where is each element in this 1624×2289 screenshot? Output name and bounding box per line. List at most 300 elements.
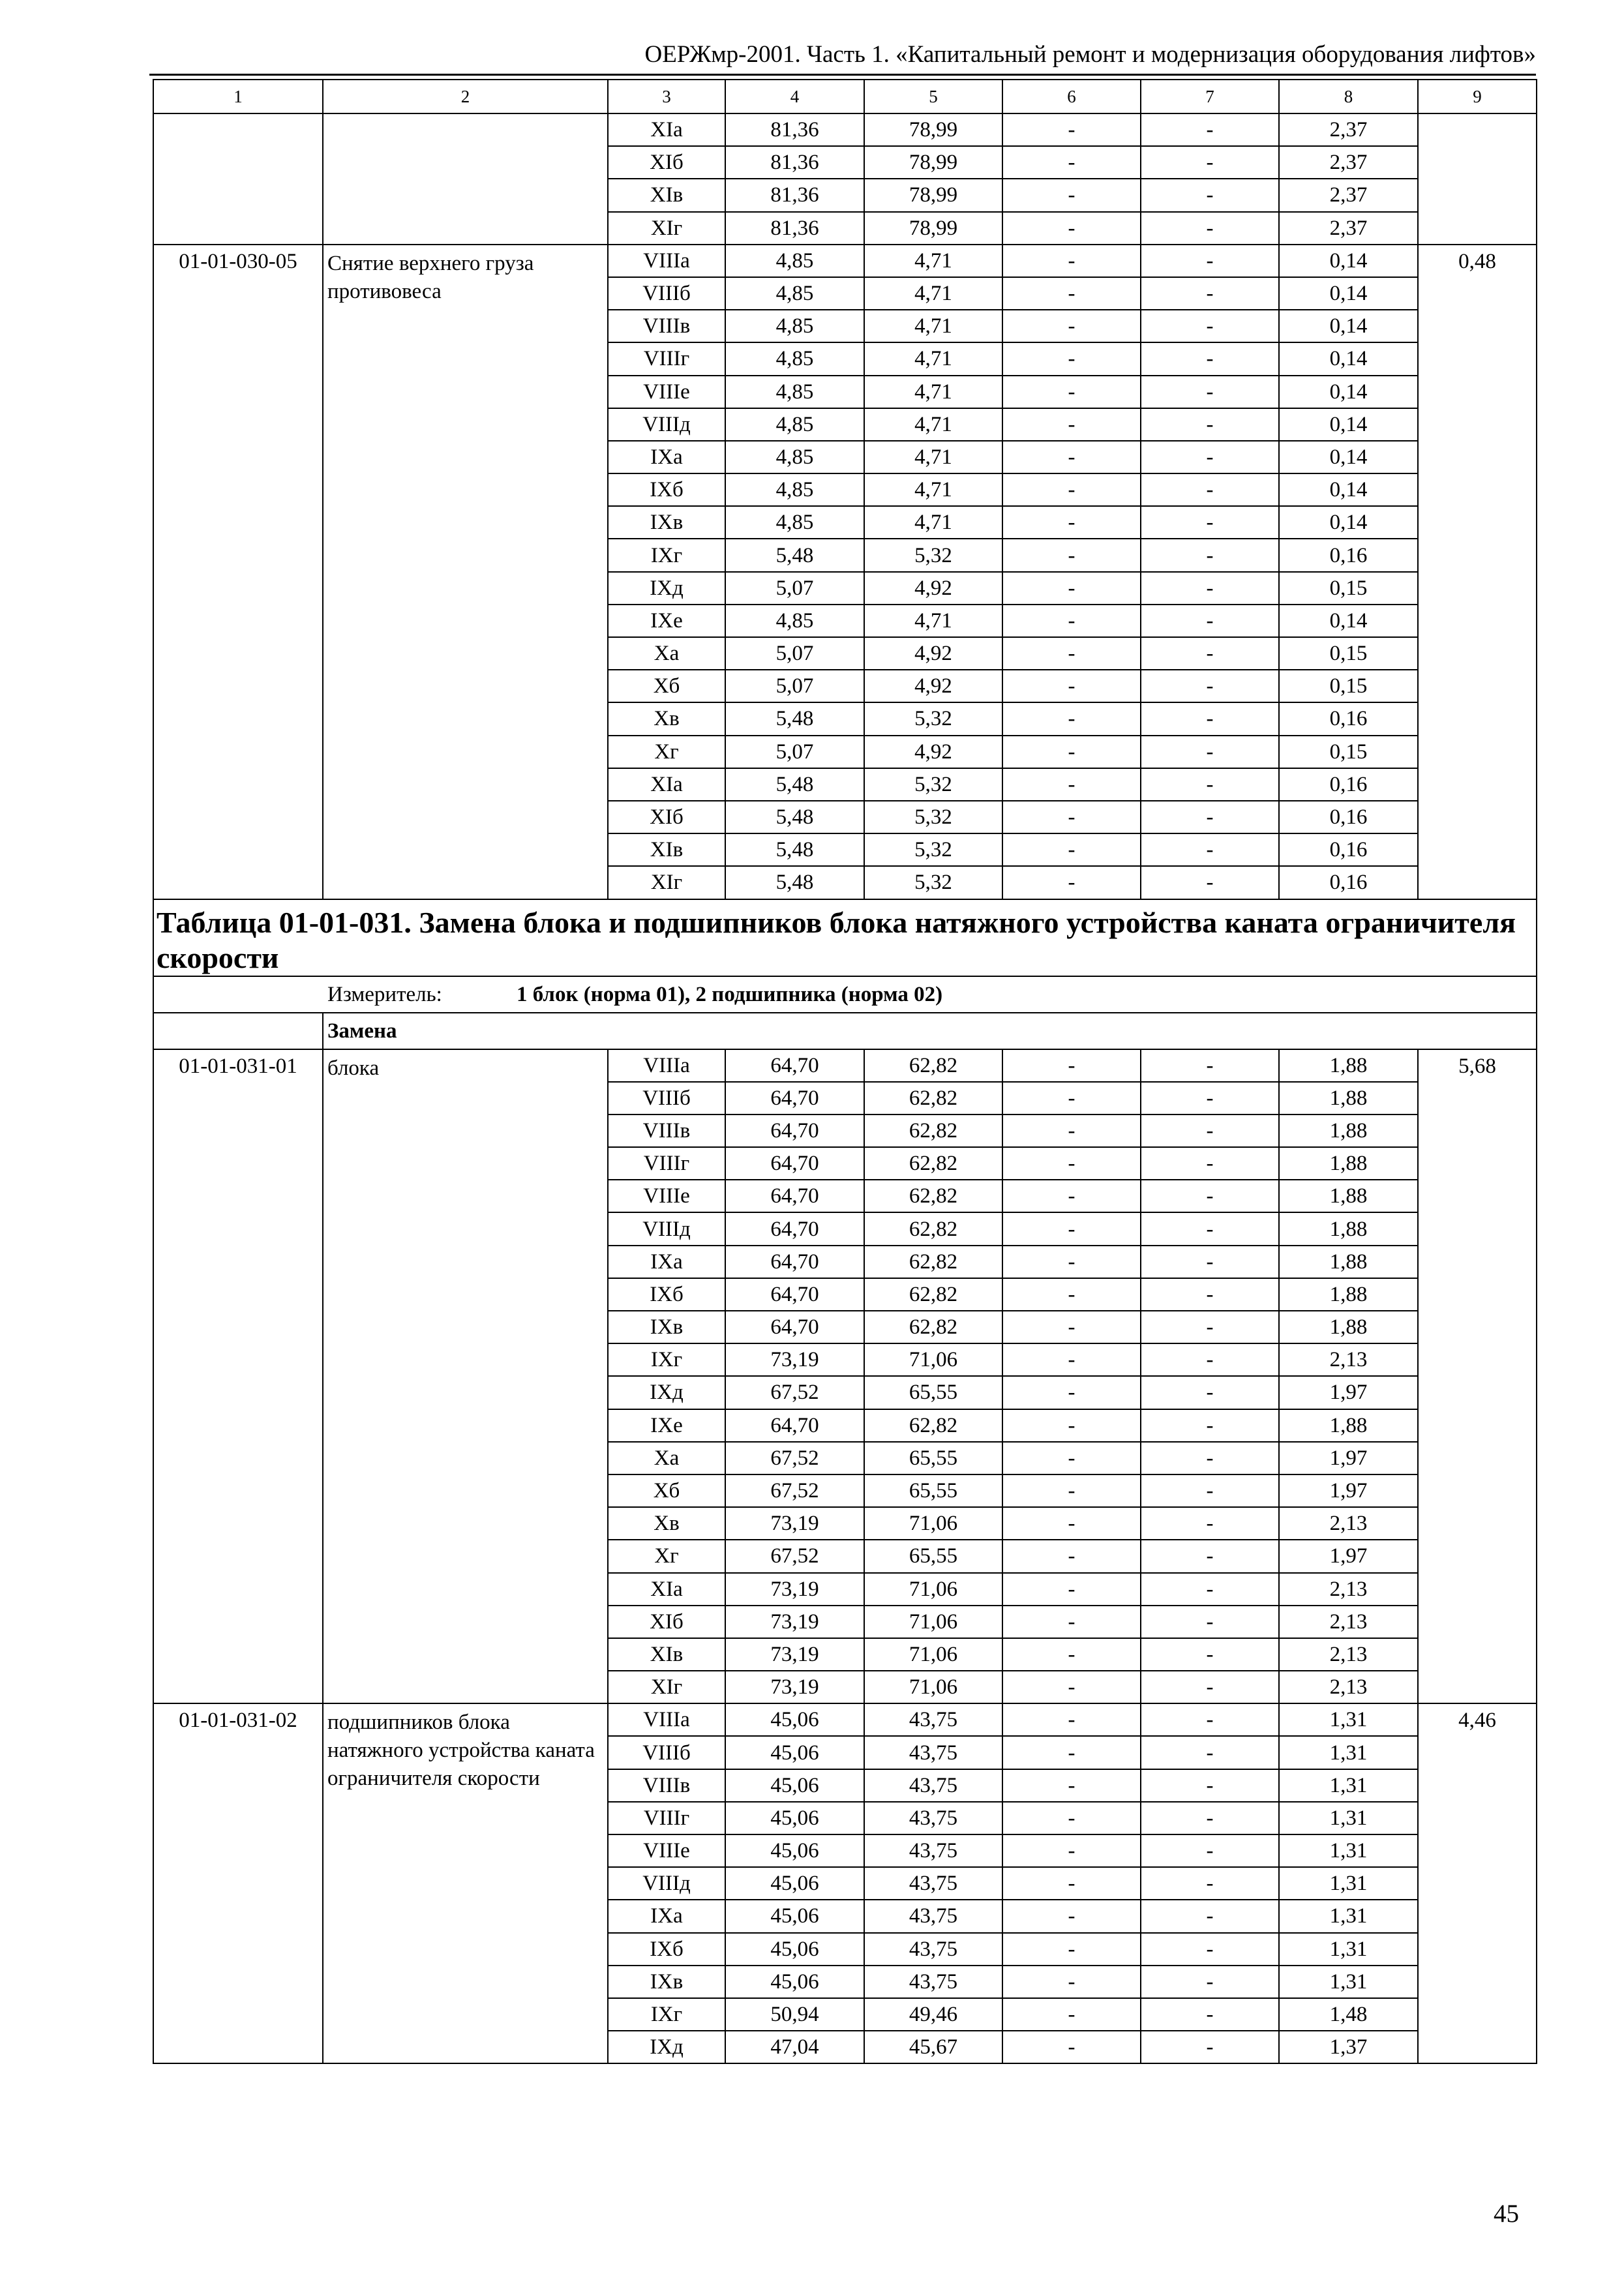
materials-cost: 0,14 bbox=[1279, 277, 1418, 310]
total-cost: 5,07 bbox=[725, 637, 864, 670]
materials-cost: 1,88 bbox=[1279, 1311, 1418, 1343]
col-num-7: 7 bbox=[1141, 80, 1279, 113]
wages: 62,82 bbox=[864, 1082, 1002, 1115]
wages: 65,55 bbox=[864, 1376, 1002, 1409]
materials-cost: 2,37 bbox=[1279, 212, 1418, 245]
machine-cost: - bbox=[1002, 146, 1141, 179]
table-row bbox=[153, 245, 1537, 277]
materials-cost: 2,37 bbox=[1279, 179, 1418, 211]
materials-cost: 2,13 bbox=[1279, 1638, 1418, 1671]
total-cost: 73,19 bbox=[725, 1507, 864, 1540]
work-description: блока bbox=[323, 1049, 608, 1704]
col-num-3: 3 bbox=[608, 80, 725, 113]
machinist-wages: - bbox=[1141, 572, 1279, 605]
materials-cost: 1,88 bbox=[1279, 1246, 1418, 1278]
materials-cost: 1,31 bbox=[1279, 1703, 1418, 1736]
total-cost: 45,06 bbox=[725, 1966, 864, 1998]
category: VIIIд bbox=[608, 1867, 725, 1900]
wages: 43,75 bbox=[864, 1867, 1002, 1900]
machinist-wages: - bbox=[1141, 277, 1279, 310]
wages: 4,71 bbox=[864, 473, 1002, 506]
materials-cost: 1,31 bbox=[1279, 1933, 1418, 1966]
category: XIб bbox=[608, 146, 725, 179]
rate-code: 01-01-031-01 bbox=[153, 1049, 323, 1704]
wages: 43,75 bbox=[864, 1966, 1002, 1998]
wages: 4,92 bbox=[864, 670, 1002, 702]
machinist-wages: - bbox=[1141, 702, 1279, 735]
category: Xб bbox=[608, 670, 725, 702]
category: VIIIв bbox=[608, 310, 725, 342]
machine-cost: - bbox=[1002, 2031, 1141, 2063]
machinist-wages: - bbox=[1141, 1933, 1279, 1966]
table-title: Таблица 01-01-031. Замена блока и подшипников блока натяжного устройства каната ограничителя скорости bbox=[153, 899, 1537, 976]
wages: 43,75 bbox=[864, 1802, 1002, 1834]
machinist-wages: - bbox=[1141, 1867, 1279, 1900]
machine-cost: - bbox=[1002, 1671, 1141, 1703]
machinist-wages: - bbox=[1141, 1115, 1279, 1147]
total-cost: 4,85 bbox=[725, 441, 864, 473]
machine-cost: - bbox=[1002, 1573, 1141, 1606]
category: VIIIг bbox=[608, 1147, 725, 1180]
machinist-wages: - bbox=[1141, 539, 1279, 571]
work-description bbox=[323, 113, 608, 245]
machine-cost: - bbox=[1002, 801, 1141, 833]
total-cost: 64,70 bbox=[725, 1180, 864, 1212]
machine-cost: - bbox=[1002, 179, 1141, 211]
rate-code: 01-01-031-02 bbox=[153, 1703, 323, 2063]
col-num-8: 8 bbox=[1279, 80, 1418, 113]
category: XIв bbox=[608, 833, 725, 866]
total-cost: 5,07 bbox=[725, 736, 864, 768]
category: IXe bbox=[608, 605, 725, 637]
machinist-wages: - bbox=[1141, 833, 1279, 866]
materials-cost: 0,14 bbox=[1279, 408, 1418, 441]
machinist-wages: - bbox=[1141, 310, 1279, 342]
rates-table bbox=[153, 79, 1537, 2064]
machinist-wages: - bbox=[1141, 113, 1279, 146]
machinist-wages: - bbox=[1141, 1769, 1279, 1802]
category: IXб bbox=[608, 1933, 725, 1966]
wages: 5,32 bbox=[864, 768, 1002, 801]
machinist-wages: - bbox=[1141, 1900, 1279, 1932]
wages: 65,55 bbox=[864, 1474, 1002, 1507]
total-cost: 73,19 bbox=[725, 1671, 864, 1703]
machine-cost: - bbox=[1002, 1376, 1141, 1409]
wages: 4,92 bbox=[864, 572, 1002, 605]
total-cost: 64,70 bbox=[725, 1049, 864, 1082]
category: IXб bbox=[608, 473, 725, 506]
wages: 5,32 bbox=[864, 833, 1002, 866]
machine-cost: - bbox=[1002, 1115, 1141, 1147]
wages: 62,82 bbox=[864, 1049, 1002, 1082]
materials-cost: 1,88 bbox=[1279, 1049, 1418, 1082]
total-cost: 5,07 bbox=[725, 572, 864, 605]
materials-cost: 0,16 bbox=[1279, 866, 1418, 899]
total-cost: 5,48 bbox=[725, 768, 864, 801]
category: XIa bbox=[608, 113, 725, 146]
wages: 5,32 bbox=[864, 801, 1002, 833]
machine-cost: - bbox=[1002, 310, 1141, 342]
materials-cost: 1,31 bbox=[1279, 1736, 1418, 1769]
total-cost: 45,06 bbox=[725, 1736, 864, 1769]
machinist-wages: - bbox=[1141, 1278, 1279, 1311]
materials-cost: 1,31 bbox=[1279, 1867, 1418, 1900]
measure-row bbox=[153, 976, 1537, 1013]
total-cost: 45,06 bbox=[725, 1933, 864, 1966]
wages: 43,75 bbox=[864, 1933, 1002, 1966]
machinist-wages: - bbox=[1141, 1540, 1279, 1572]
wages: 62,82 bbox=[864, 1115, 1002, 1147]
machine-cost: - bbox=[1002, 441, 1141, 473]
total-cost: 67,52 bbox=[725, 1376, 864, 1409]
wages: 43,75 bbox=[864, 1769, 1002, 1802]
wages: 4,71 bbox=[864, 441, 1002, 473]
category: VIIIд bbox=[608, 408, 725, 441]
machinist-wages: - bbox=[1141, 1180, 1279, 1212]
total-cost: 45,06 bbox=[725, 1834, 864, 1867]
wages: 62,82 bbox=[864, 1212, 1002, 1245]
machinist-wages: - bbox=[1141, 1736, 1279, 1769]
total-cost: 5,48 bbox=[725, 833, 864, 866]
machine-cost: - bbox=[1002, 1802, 1141, 1834]
wages: 49,46 bbox=[864, 1998, 1002, 2031]
page-header: ОЕРЖмр-2001. Часть 1. «Капитальный ремонт и модернизация оборудования лифтов» bbox=[644, 41, 1536, 68]
wages: 4,92 bbox=[864, 637, 1002, 670]
wages: 71,06 bbox=[864, 1573, 1002, 1606]
machinist-wages: - bbox=[1141, 866, 1279, 899]
machinist-wages: - bbox=[1141, 245, 1279, 277]
machinist-wages: - bbox=[1141, 1442, 1279, 1474]
total-cost: 67,52 bbox=[725, 1442, 864, 1474]
materials-cost: 2,37 bbox=[1279, 146, 1418, 179]
machine-cost: - bbox=[1002, 1147, 1141, 1180]
section-title: Замена bbox=[323, 1013, 1537, 1049]
machinist-wages: - bbox=[1141, 1409, 1279, 1442]
category: XIб bbox=[608, 1606, 725, 1638]
category: VIIIб bbox=[608, 1736, 725, 1769]
machinist-wages: - bbox=[1141, 473, 1279, 506]
category: Xa bbox=[608, 1442, 725, 1474]
wages: 4,71 bbox=[864, 342, 1002, 375]
wages: 71,06 bbox=[864, 1638, 1002, 1671]
total-cost: 4,85 bbox=[725, 376, 864, 408]
materials-cost: 0,14 bbox=[1279, 473, 1418, 506]
category: IXг bbox=[608, 1998, 725, 2031]
materials-cost: 1,88 bbox=[1279, 1212, 1418, 1245]
total-cost: 64,70 bbox=[725, 1278, 864, 1311]
labor-total: 5,68 bbox=[1418, 1049, 1537, 1704]
category: IXд bbox=[608, 2031, 725, 2063]
machine-cost: - bbox=[1002, 1246, 1141, 1278]
total-cost: 81,36 bbox=[725, 113, 864, 146]
category: XIa bbox=[608, 768, 725, 801]
col-num-4: 4 bbox=[725, 80, 864, 113]
machinist-wages: - bbox=[1141, 1246, 1279, 1278]
category: XIг bbox=[608, 212, 725, 245]
machine-cost: - bbox=[1002, 605, 1141, 637]
machinist-wages: - bbox=[1141, 1966, 1279, 1998]
machine-cost: - bbox=[1002, 1606, 1141, 1638]
machinist-wages: - bbox=[1141, 1507, 1279, 1540]
col-num-9: 9 bbox=[1418, 80, 1537, 113]
materials-cost: 0,14 bbox=[1279, 376, 1418, 408]
wages: 43,75 bbox=[864, 1834, 1002, 1867]
total-cost: 81,36 bbox=[725, 146, 864, 179]
total-cost: 45,06 bbox=[725, 1900, 864, 1932]
category: Xб bbox=[608, 1474, 725, 1507]
machinist-wages: - bbox=[1141, 1082, 1279, 1115]
category: IXд bbox=[608, 1376, 725, 1409]
category: IXг bbox=[608, 539, 725, 571]
materials-cost: 1,31 bbox=[1279, 1834, 1418, 1867]
machinist-wages: - bbox=[1141, 1998, 1279, 2031]
category: IXa bbox=[608, 441, 725, 473]
machinist-wages: - bbox=[1141, 736, 1279, 768]
total-cost: 5,48 bbox=[725, 539, 864, 571]
wages: 71,06 bbox=[864, 1507, 1002, 1540]
materials-cost: 1,37 bbox=[1279, 2031, 1418, 2063]
category: VIIIд bbox=[608, 1212, 725, 1245]
wages: 62,82 bbox=[864, 1278, 1002, 1311]
machine-cost: - bbox=[1002, 702, 1141, 735]
col-num-6: 6 bbox=[1002, 80, 1141, 113]
machine-cost: - bbox=[1002, 1966, 1141, 1998]
machine-cost: - bbox=[1002, 1311, 1141, 1343]
machinist-wages: - bbox=[1141, 1834, 1279, 1867]
materials-cost: 1,88 bbox=[1279, 1409, 1418, 1442]
wages: 78,99 bbox=[864, 113, 1002, 146]
total-cost: 5,48 bbox=[725, 801, 864, 833]
materials-cost: 0,15 bbox=[1279, 736, 1418, 768]
category: IXв bbox=[608, 506, 725, 539]
total-cost: 64,70 bbox=[725, 1212, 864, 1245]
machine-cost: - bbox=[1002, 1867, 1141, 1900]
materials-cost: 1,48 bbox=[1279, 1998, 1418, 2031]
total-cost: 73,19 bbox=[725, 1573, 864, 1606]
total-cost: 81,36 bbox=[725, 179, 864, 211]
machinist-wages: - bbox=[1141, 506, 1279, 539]
wages: 71,06 bbox=[864, 1606, 1002, 1638]
category: VIIIб bbox=[608, 277, 725, 310]
wages: 4,71 bbox=[864, 277, 1002, 310]
category: XIг bbox=[608, 1671, 725, 1703]
category: VIIIв bbox=[608, 1115, 725, 1147]
machine-cost: - bbox=[1002, 506, 1141, 539]
machine-cost: - bbox=[1002, 1409, 1141, 1442]
machine-cost: - bbox=[1002, 866, 1141, 899]
total-cost: 4,85 bbox=[725, 605, 864, 637]
machinist-wages: - bbox=[1141, 1343, 1279, 1376]
wages: 78,99 bbox=[864, 179, 1002, 211]
materials-cost: 2,13 bbox=[1279, 1606, 1418, 1638]
machine-cost: - bbox=[1002, 1343, 1141, 1376]
header-rule bbox=[149, 74, 1536, 76]
machinist-wages: - bbox=[1141, 768, 1279, 801]
category: XIб bbox=[608, 801, 725, 833]
wages: 65,55 bbox=[864, 1540, 1002, 1572]
machinist-wages: - bbox=[1141, 212, 1279, 245]
machinist-wages: - bbox=[1141, 1376, 1279, 1409]
materials-cost: 2,13 bbox=[1279, 1671, 1418, 1703]
labor-total: 0,48 bbox=[1418, 245, 1537, 899]
section-row bbox=[153, 1013, 1537, 1049]
category: Xв bbox=[608, 1507, 725, 1540]
materials-cost: 2,13 bbox=[1279, 1507, 1418, 1540]
materials-cost: 1,31 bbox=[1279, 1769, 1418, 1802]
wages: 78,99 bbox=[864, 146, 1002, 179]
table-row bbox=[153, 113, 1537, 146]
work-description: Снятие верхнего груза противовеса bbox=[323, 245, 608, 899]
col-num-2: 2 bbox=[323, 80, 608, 113]
total-cost: 4,85 bbox=[725, 277, 864, 310]
materials-cost: 2,13 bbox=[1279, 1343, 1418, 1376]
machinist-wages: - bbox=[1141, 408, 1279, 441]
total-cost: 5,48 bbox=[725, 702, 864, 735]
machinist-wages: - bbox=[1141, 1606, 1279, 1638]
page-number: 45 bbox=[1494, 2200, 1519, 2228]
total-cost: 45,06 bbox=[725, 1769, 864, 1802]
machine-cost: - bbox=[1002, 1998, 1141, 2031]
rate-code bbox=[153, 113, 323, 245]
category: Xг bbox=[608, 736, 725, 768]
total-cost: 4,85 bbox=[725, 473, 864, 506]
machine-cost: - bbox=[1002, 473, 1141, 506]
materials-cost: 0,14 bbox=[1279, 506, 1418, 539]
table-row bbox=[153, 1703, 1537, 1736]
category: VIIIe bbox=[608, 1180, 725, 1212]
materials-cost: 1,88 bbox=[1279, 1180, 1418, 1212]
machine-cost: - bbox=[1002, 1540, 1141, 1572]
wages: 5,32 bbox=[864, 866, 1002, 899]
category: XIв bbox=[608, 179, 725, 211]
materials-cost: 0,16 bbox=[1279, 768, 1418, 801]
wages: 4,71 bbox=[864, 506, 1002, 539]
category: VIIIг bbox=[608, 342, 725, 375]
category: Xa bbox=[608, 637, 725, 670]
machine-cost: - bbox=[1002, 408, 1141, 441]
machinist-wages: - bbox=[1141, 2031, 1279, 2063]
wages: 4,71 bbox=[864, 605, 1002, 637]
total-cost: 64,70 bbox=[725, 1311, 864, 1343]
materials-cost: 2,37 bbox=[1279, 113, 1418, 146]
col-num-5: 5 bbox=[864, 80, 1002, 113]
machine-cost: - bbox=[1002, 1082, 1141, 1115]
machine-cost: - bbox=[1002, 1212, 1141, 1245]
machinist-wages: - bbox=[1141, 1212, 1279, 1245]
materials-cost: 1,97 bbox=[1279, 1474, 1418, 1507]
measure-label: Измеритель: bbox=[327, 982, 442, 1006]
category: IXв bbox=[608, 1966, 725, 1998]
category: VIIIб bbox=[608, 1082, 725, 1115]
rate-code: 01-01-030-05 bbox=[153, 245, 323, 899]
total-cost: 73,19 bbox=[725, 1606, 864, 1638]
labor-total bbox=[1418, 113, 1537, 245]
total-cost: 64,70 bbox=[725, 1147, 864, 1180]
total-cost: 67,52 bbox=[725, 1540, 864, 1572]
materials-cost: 1,97 bbox=[1279, 1442, 1418, 1474]
materials-cost: 0,15 bbox=[1279, 670, 1418, 702]
machinist-wages: - bbox=[1141, 179, 1279, 211]
category: VIIIe bbox=[608, 376, 725, 408]
category: XIa bbox=[608, 1573, 725, 1606]
materials-cost: 1,97 bbox=[1279, 1540, 1418, 1572]
machine-cost: - bbox=[1002, 113, 1141, 146]
machinist-wages: - bbox=[1141, 1474, 1279, 1507]
wages: 62,82 bbox=[864, 1180, 1002, 1212]
work-description: подшипников блока натяжного устройства каната ограничителя скорости bbox=[323, 1703, 608, 2063]
wages: 62,82 bbox=[864, 1409, 1002, 1442]
machinist-wages: - bbox=[1141, 605, 1279, 637]
machine-cost: - bbox=[1002, 670, 1141, 702]
category: IXб bbox=[608, 1278, 725, 1311]
total-cost: 4,85 bbox=[725, 506, 864, 539]
machine-cost: - bbox=[1002, 736, 1141, 768]
total-cost: 4,85 bbox=[725, 245, 864, 277]
wages: 78,99 bbox=[864, 212, 1002, 245]
wages: 62,82 bbox=[864, 1311, 1002, 1343]
machinist-wages: - bbox=[1141, 637, 1279, 670]
category: IXв bbox=[608, 1311, 725, 1343]
total-cost: 45,06 bbox=[725, 1703, 864, 1736]
table-body bbox=[153, 80, 1537, 2063]
machine-cost: - bbox=[1002, 1933, 1141, 1966]
table-title-row bbox=[153, 899, 1537, 976]
table-row bbox=[153, 1049, 1537, 1082]
machine-cost: - bbox=[1002, 833, 1141, 866]
wages: 62,82 bbox=[864, 1147, 1002, 1180]
machinist-wages: - bbox=[1141, 1147, 1279, 1180]
machine-cost: - bbox=[1002, 1507, 1141, 1540]
wages: 43,75 bbox=[864, 1703, 1002, 1736]
col-num-1: 1 bbox=[153, 80, 323, 113]
materials-cost: 2,13 bbox=[1279, 1573, 1418, 1606]
materials-cost: 0,15 bbox=[1279, 637, 1418, 670]
wages: 71,06 bbox=[864, 1343, 1002, 1376]
materials-cost: 0,14 bbox=[1279, 342, 1418, 375]
category: IXe bbox=[608, 1409, 725, 1442]
wages: 4,71 bbox=[864, 245, 1002, 277]
total-cost: 4,85 bbox=[725, 310, 864, 342]
total-cost: 47,04 bbox=[725, 2031, 864, 2063]
total-cost: 5,48 bbox=[725, 866, 864, 899]
wages: 65,55 bbox=[864, 1442, 1002, 1474]
machine-cost: - bbox=[1002, 1900, 1141, 1932]
machine-cost: - bbox=[1002, 1703, 1141, 1736]
machine-cost: - bbox=[1002, 1278, 1141, 1311]
wages: 4,71 bbox=[864, 408, 1002, 441]
total-cost: 64,70 bbox=[725, 1409, 864, 1442]
labor-total: 4,46 bbox=[1418, 1703, 1537, 2063]
category: IXд bbox=[608, 572, 725, 605]
materials-cost: 1,31 bbox=[1279, 1900, 1418, 1932]
wages: 71,06 bbox=[864, 1671, 1002, 1703]
category: IXa bbox=[608, 1900, 725, 1932]
machine-cost: - bbox=[1002, 1442, 1141, 1474]
machine-cost: - bbox=[1002, 212, 1141, 245]
wages: 5,32 bbox=[864, 702, 1002, 735]
materials-cost: 0,14 bbox=[1279, 310, 1418, 342]
materials-cost: 0,16 bbox=[1279, 833, 1418, 866]
wages: 4,92 bbox=[864, 736, 1002, 768]
wages: 45,67 bbox=[864, 2031, 1002, 2063]
machine-cost: - bbox=[1002, 1736, 1141, 1769]
materials-cost: 1,31 bbox=[1279, 1802, 1418, 1834]
materials-cost: 0,14 bbox=[1279, 605, 1418, 637]
category: IXa bbox=[608, 1246, 725, 1278]
machine-cost: - bbox=[1002, 1049, 1141, 1082]
wages: 4,71 bbox=[864, 310, 1002, 342]
materials-cost: 0,14 bbox=[1279, 245, 1418, 277]
